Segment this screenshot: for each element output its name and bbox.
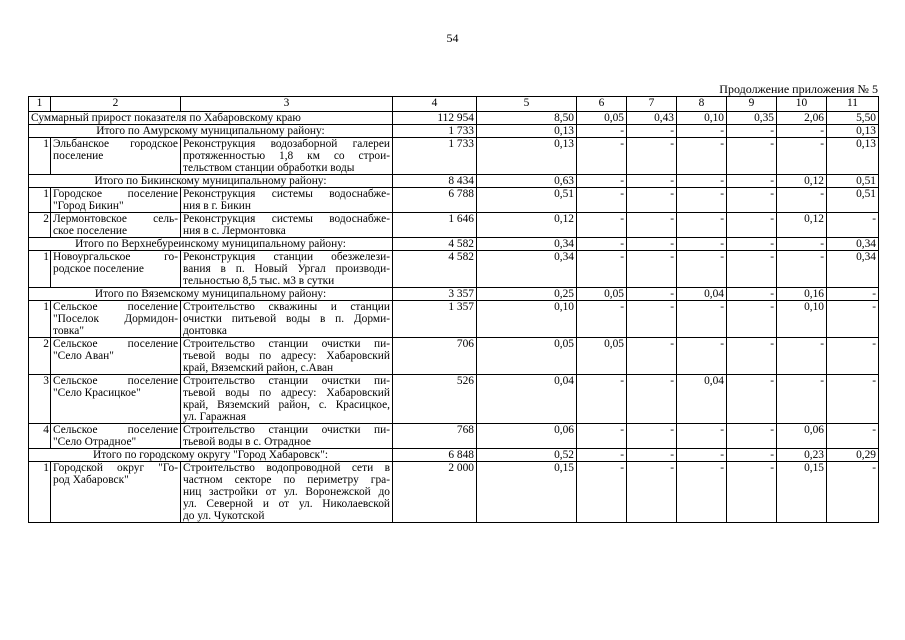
subtotal-value: - [627,238,677,251]
table-row [29,301,879,338]
cell-value: 0,34 [477,251,577,288]
subtotal-label: Итого по Амурскому муниципальному району: [29,125,393,138]
cell-value: - [727,251,777,288]
cell-value: - [677,138,727,175]
subtotal-value: 0,34 [827,238,879,251]
table-row [29,424,879,449]
subtotal-row [29,125,879,138]
cell-value: 0,06 [477,424,577,449]
cell-value: - [777,138,827,175]
subtotal-value: 0,52 [477,449,577,462]
project-description [181,301,393,338]
subtotal-value: - [727,238,777,251]
subtotal-value: - [727,175,777,188]
project-description-line: Строительство водопроводной сети в [183,462,390,474]
row-number: 1 [29,138,51,175]
subtotal-label: Итого по Бикинскому муниципальному району: [29,175,393,188]
subtotal-value: - [827,288,879,301]
column-header: 1 [29,97,51,112]
cell-value: 2 000 [393,462,477,523]
project-description-line: тельностью 8,5 тыс. м3 в сутки [183,275,335,287]
cell-value: - [827,424,879,449]
cell-value: 0,06 [777,424,827,449]
settlement-name [51,462,181,523]
settlement-name-line: родское поселение [53,263,144,275]
subtotal-value: - [627,125,677,138]
cell-value: - [677,251,727,288]
cell-value: 6 788 [393,188,477,213]
cell-value: - [827,213,879,238]
subtotal-value: - [777,125,827,138]
row-number: 2 [29,338,51,375]
column-header: 3 [181,97,393,112]
subtotal-value: - [577,449,627,462]
cell-value: 0,51 [477,188,577,213]
subtotal-value: 0,25 [477,288,577,301]
subtotal-value: 1 733 [393,125,477,138]
cell-value: - [677,462,727,523]
cell-value: 0,13 [827,138,879,175]
cell-value: 0,05 [577,338,627,375]
cell-value: - [577,301,627,338]
subtotal-value: 0,05 [577,288,627,301]
cell-value: 0,12 [477,213,577,238]
project-description [181,375,393,424]
subtotal-value: - [577,175,627,188]
project-description-line: Строительство станции очистки пи- [183,375,390,387]
project-description-line: Строительство станции очистки пи- [183,338,390,350]
subtotal-value: 0,13 [477,125,577,138]
subtotal-value: - [777,238,827,251]
cell-value: - [677,338,727,375]
settlement-name-line: товка" [53,325,84,337]
grand-total-value: 0,35 [727,112,777,125]
subtotal-value: - [627,175,677,188]
subtotal-value: - [677,175,727,188]
row-number: 1 [29,251,51,288]
settlement-name-line: Сельское поселение [53,424,178,436]
settlement-name-line: "Поселок Дормидон- [53,313,178,325]
cell-value: 0,10 [477,301,577,338]
project-description-line: вания в п. Новый Ургал производи- [183,263,390,275]
grand-total-value: 2,06 [777,112,827,125]
subtotal-value: 0,23 [777,449,827,462]
project-description-line: Реконструкция станции обезжелези- [183,251,390,263]
project-description [181,213,393,238]
subtotal-row [29,175,879,188]
cell-value: - [577,462,627,523]
cell-value: - [627,301,677,338]
column-header: 8 [677,97,727,112]
subtotal-value: 6 848 [393,449,477,462]
cell-value: - [777,338,827,375]
settlement-name-line: поселение [53,150,104,162]
grand-total-row [29,112,879,125]
cell-value: 0,13 [477,138,577,175]
row-number: 2 [29,213,51,238]
table-row [29,462,879,523]
row-number: 1 [29,462,51,523]
subtotal-value: 0,16 [777,288,827,301]
grand-total-value: 0,43 [627,112,677,125]
settlement-name-line: Сельское поселение [53,301,178,313]
subtotal-value: 0,13 [827,125,879,138]
settlement-name [51,188,181,213]
settlement-name-line: "Село Аван" [53,350,114,362]
subtotal-value: 8 434 [393,175,477,188]
settlement-name [51,301,181,338]
cell-value: - [627,424,677,449]
column-header: 10 [777,97,827,112]
table-row [29,213,879,238]
investment-table [28,96,879,523]
cell-value: 526 [393,375,477,424]
settlement-name [51,138,181,175]
subtotal-value: - [577,238,627,251]
cell-value: 0,04 [677,375,727,424]
cell-value: 0,04 [477,375,577,424]
cell-value: - [677,213,727,238]
subtotal-value: - [627,288,677,301]
row-number: 1 [29,301,51,338]
column-header: 7 [627,97,677,112]
settlement-name [51,251,181,288]
project-description-line: ния в с. Лермонтовка [183,225,286,237]
row-number: 3 [29,375,51,424]
cell-value: - [627,375,677,424]
subtotal-row [29,449,879,462]
grand-total-value: 8,50 [477,112,577,125]
project-description-line: Строительство станции очистки пи- [183,424,390,436]
project-description-line: Реконструкция системы водоснабже- [183,213,390,225]
subtotal-value: - [727,125,777,138]
settlement-name-line: Лермонтовское сель- [53,213,178,225]
project-description-line: Реконструкция водозаборной галереи [183,138,390,150]
cell-value: 0,34 [827,251,879,288]
cell-value: - [727,213,777,238]
cell-value: - [727,424,777,449]
cell-value: - [727,188,777,213]
project-description-line: донтовка [183,325,227,337]
settlement-name-line: "Село Красицкое" [53,387,141,399]
settlement-name-line: Эльбанское городское [53,138,178,150]
subtotal-value: 4 582 [393,238,477,251]
table-row [29,188,879,213]
settlement-name-line: Городской округ "Го- [53,462,178,474]
settlement-name-line: Городское поселение [53,188,178,200]
project-description-line: тельством станции обработки воды [183,162,355,174]
table-row [29,251,879,288]
project-description-line: тьевой воды по адресу: Хабаровский [183,350,390,362]
cell-value: - [777,251,827,288]
cell-value: - [827,462,879,523]
cell-value: 706 [393,338,477,375]
subtotal-value: - [677,125,727,138]
subtotal-value: 0,34 [477,238,577,251]
cell-value: - [727,375,777,424]
cell-value: - [627,188,677,213]
subtotal-value: - [727,449,777,462]
subtotal-value: 3 357 [393,288,477,301]
cell-value: - [727,462,777,523]
cell-value: - [627,213,677,238]
subtotal-label: Итого по городскому округу "Город Хабаровск": [29,449,393,462]
project-description-line: Строительство скважины и станции [183,301,390,313]
project-description-line: Реконструкция системы водоснабже- [183,188,390,200]
cell-value: - [727,301,777,338]
cell-value: - [727,338,777,375]
cell-value: 0,15 [777,462,827,523]
settlement-name [51,213,181,238]
subtotal-value: 0,63 [477,175,577,188]
project-description-line: очистки питьевой воды в п. Дорми- [183,313,390,325]
table-row [29,375,879,424]
project-description [181,188,393,213]
cell-value: - [777,375,827,424]
cell-value: - [577,424,627,449]
cell-value: 1 357 [393,301,477,338]
grand-total-value: 5,50 [827,112,879,125]
project-description [181,338,393,375]
cell-value: - [627,138,677,175]
cell-value: - [677,188,727,213]
settlement-name-line: ское поселение [53,225,128,237]
cell-value: - [577,251,627,288]
subtotal-value: - [677,449,727,462]
subtotal-value: 0,12 [777,175,827,188]
cell-value: 0,10 [777,301,827,338]
project-description-line: ул. Гаражная [183,411,246,423]
subtotal-value: - [677,238,727,251]
subtotal-value: 0,29 [827,449,879,462]
cell-value: - [627,462,677,523]
subtotal-row [29,288,879,301]
cell-value: - [727,138,777,175]
cell-value: - [827,338,879,375]
project-description-line: тьевой воды по адресу: Хабаровский [183,387,390,399]
cell-value: 1 733 [393,138,477,175]
page-number: 54 [446,31,459,45]
subtotal-value: - [727,288,777,301]
settlement-name-line: Сельское поселение [53,338,178,350]
cell-value: - [627,338,677,375]
column-header: 6 [577,97,627,112]
header-row [29,97,879,112]
settlement-name [51,338,181,375]
settlement-name [51,424,181,449]
subtotal-value: 0,51 [827,175,879,188]
settlement-name-line: род Хабаровск" [53,474,129,486]
table-row [29,138,879,175]
project-description [181,462,393,523]
project-description [181,424,393,449]
column-header: 2 [51,97,181,112]
project-description-line: протяженностью 1,8 км со строи- [183,150,390,162]
settlement-name-line: Новоургальское го- [53,251,178,263]
subtotal-row [29,238,879,251]
subtotal-value: - [577,125,627,138]
settlement-name-line: "Село Отрадное" [53,436,137,448]
cell-value: - [827,375,879,424]
cell-value: 0,51 [827,188,879,213]
project-description-line: край, Вяземский район, с.Аван [183,362,334,374]
table-row [29,338,879,375]
cell-value: - [777,188,827,213]
subtotal-value: 0,04 [677,288,727,301]
column-header: 9 [727,97,777,112]
cell-value: - [827,301,879,338]
cell-value: - [577,213,627,238]
cell-value: - [577,138,627,175]
cell-value: 0,05 [477,338,577,375]
subtotal-value: - [627,449,677,462]
cell-value: - [677,424,727,449]
cell-value: - [577,375,627,424]
project-description-line: тьевой воды в с. Отрадное [183,436,311,448]
settlement-name-line: Сельское поселение [53,375,178,387]
cell-value: 768 [393,424,477,449]
subtotal-label: Итого по Верхнебуреинскому муниципальному району: [29,238,393,251]
settlement-name [51,375,181,424]
project-description-line: ниц застройки от ул. Воронежской до [183,486,390,498]
project-description [181,251,393,288]
grand-total-value: 112 954 [393,112,477,125]
project-description-line: край, Вяземский район, с. Красицкое, [183,399,390,411]
row-number: 4 [29,424,51,449]
subtotal-label: Итого по Вяземскому муниципальному району: [29,288,393,301]
project-description-line: частном секторе по периметру гра- [183,474,390,486]
project-description-line: ул. Северной и от ул. Николаевской [183,498,390,510]
cell-value: 1 646 [393,213,477,238]
cell-value: 0,12 [777,213,827,238]
column-header: 5 [477,97,577,112]
cell-value: - [627,251,677,288]
project-description [181,138,393,175]
grand-total-value: 0,05 [577,112,627,125]
project-description-line: до ул. Чукотской [183,510,265,522]
cell-value: - [577,188,627,213]
settlement-name-line: "Город Бикин" [53,200,124,212]
grand-total-label: Суммарный прирост показателя по Хабаровскому краю [29,112,393,125]
cell-value: 0,15 [477,462,577,523]
column-header: 11 [827,97,879,112]
appendix-continuation-note: Продолжение приложения № 5 [719,82,878,96]
project-description-line: ния в г. Бикин [183,200,251,212]
grand-total-value: 0,10 [677,112,727,125]
cell-value: 4 582 [393,251,477,288]
column-header: 4 [393,97,477,112]
row-number: 1 [29,188,51,213]
cell-value: - [677,301,727,338]
